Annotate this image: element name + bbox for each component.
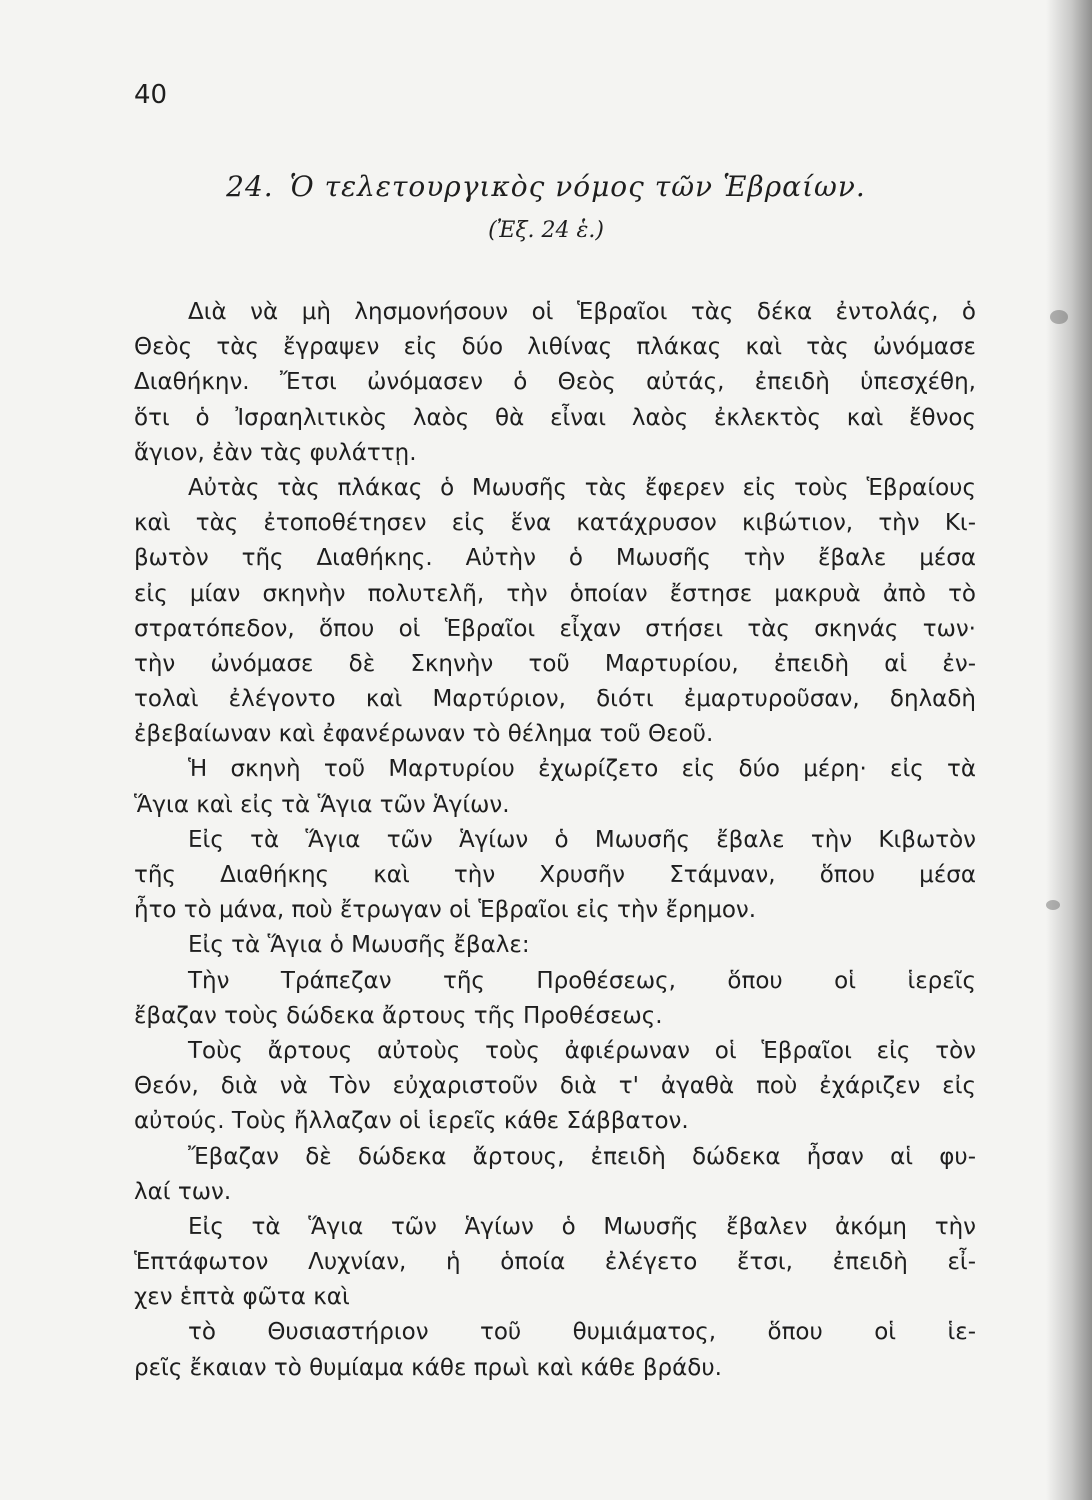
text-line: βωτὸν τῆς Διαθήκης. Αὐτὴν ὁ Μωυσῆς τὴν ἔβαλε μέσα — [134, 545, 976, 572]
chapter-title — [0, 170, 1092, 203]
text-line: Εἰς τὰ Ἅγια τῶν Ἁγίων ὁ Μωυσῆς ἔβαλεν ἀκόμη τὴν — [188, 1213, 976, 1240]
body-text — [134, 295, 976, 1386]
text-line: ρεῖς ἔκαιαν τὸ θυμίαμα κάθε πρωὶ καὶ κάθε βράδυ. — [134, 1354, 722, 1381]
text-line: Εἰς τὰ Ἅγια ὁ Μωυσῆς ἔβαλε: — [188, 932, 530, 959]
text-line: Διαθήκην. Ἔτσι ὠνόμασεν ὁ Θεὸς αὐτάς, ἐπειδὴ ὑπεσχέθη, — [134, 369, 976, 396]
chapter-number: 24. — [226, 170, 274, 203]
text-line: Ἡ σκηνὴ τοῦ Μαρτυρίου ἐχωρίζετο εἰς δύο μέρη· εἰς τὰ — [188, 756, 976, 783]
page-number: 40 — [134, 80, 168, 110]
text-line: ὅτι ὁ Ἰσραηλιτικὸς λαὸς θὰ εἶναι λαὸς ἐκλεκτὸς καὶ ἔθνος — [134, 404, 976, 431]
text-line: ἦτο τὸ μάνα, ποὺ ἔτρωγαν οἱ Ἑβραῖοι εἰς τὴν ἔρημον. — [134, 897, 757, 924]
text-line: στρατόπεδον, ὅπου οἱ Ἑβραῖοι εἶχαν στήσει τὰς σκηνάς των· — [134, 615, 976, 642]
text-line: καὶ τὰς ἐτοποθέτησεν εἰς ἕνα κατάχρυσον κιβώτιον, τὴν Κι- — [134, 510, 976, 537]
text-line: ἅγιον, ἐὰν τὰς φυλάττῃ. — [134, 439, 417, 466]
text-line: Αὐτὰς τὰς πλάκας ὁ Μωυσῆς τὰς ἔφερεν εἰς τοὺς Ἑβραίους — [188, 474, 976, 501]
text-line: ἐβεβαίωναν καὶ ἐφανέρωναν τὸ θέλημα τοῦ Θεοῦ. — [134, 721, 714, 748]
text-line: τὸ Θυσιαστήριον τοῦ θυμιάματος, ὅπου οἱ ἱε- — [188, 1319, 976, 1346]
text-line: Τοὺς ἄρτους αὐτοὺς τοὺς ἀφιέρωναν οἱ Ἑβραῖοι εἰς τὸν — [188, 1037, 976, 1064]
text-line: Διὰ νὰ μὴ λησμονήσουν οἱ Ἑβραῖοι τὰς δέκα ἐντολάς, ὁ — [188, 299, 976, 325]
text-line: Εἰς τὰ Ἅγια τῶν Ἁγίων ὁ Μωυσῆς ἔβαλε τὴν Κιβωτὸν — [188, 826, 976, 853]
text-line: εἰς μίαν σκηνὴν πολυτελῆ, τὴν ὁποίαν ἔστησε μακρυὰ ἀπὸ τὸ — [134, 580, 976, 607]
text-line: λαί των. — [134, 1178, 232, 1205]
text-line: ἔβαζαν τοὺς δώδεκα ἄρτους τῆς Προθέσεως. — [134, 1002, 663, 1029]
text-line: Ἔβαζαν δὲ δώδεκα ἄρτους, ἐπειδὴ δώδεκα ἦσαν αἱ φυ- — [188, 1143, 976, 1170]
chapter-reference: (Ἐξ. 24 ἑ.) — [488, 218, 604, 243]
chapter-title-text: Ὁ τελετουργικὸς νόμος τῶν Ἑβραίων. — [289, 170, 866, 203]
text-line: αὐτούς. Τοὺς ἤλλαζαν οἱ ἱερεῖς κάθε Σάββατον. — [134, 1108, 689, 1135]
text-line: Θεόν, διὰ νὰ Τὸν εὐχαριστοῦν διὰ τ' ἀγαθὰ ποὺ ἐχάριζεν εἰς — [134, 1073, 976, 1100]
ink-speck — [1050, 310, 1068, 324]
text-line: τολαὶ ἐλέγοντο καὶ Μαρτύριον, διότι ἐμαρτυροῦσαν, δηλαδὴ — [134, 686, 976, 713]
text-line: Τὴν Τράπεζαν τῆς Προθέσεως, ὅπου οἱ ἱερεῖς — [188, 967, 976, 994]
ink-speck — [1046, 900, 1060, 910]
text-line: τὴν ὠνόμασε δὲ Σκηνὴν τοῦ Μαρτυρίου, ἐπειδὴ αἱ ἐν- — [134, 650, 976, 677]
text-line: Ἑπτάφωτον Λυχνίαν, ἡ ὁποία ἐλέγετο ἔτσι, ἐπειδὴ εἶ- — [134, 1249, 976, 1276]
text-line: τῆς Διαθήκης καὶ τὴν Χρυσῆν Στάμναν, ὅπου μέσα — [134, 862, 976, 888]
text-line: Ἅγια καὶ εἰς τὰ Ἅγια τῶν Ἁγίων. — [134, 791, 510, 818]
text-line: Θεὸς τὰς ἔγραψεν εἰς δύο λιθίνας πλάκας καὶ τὰς ὠνόμασε — [134, 334, 976, 361]
text-line: χεν ἑπτὰ φῶτα καὶ — [134, 1284, 350, 1311]
